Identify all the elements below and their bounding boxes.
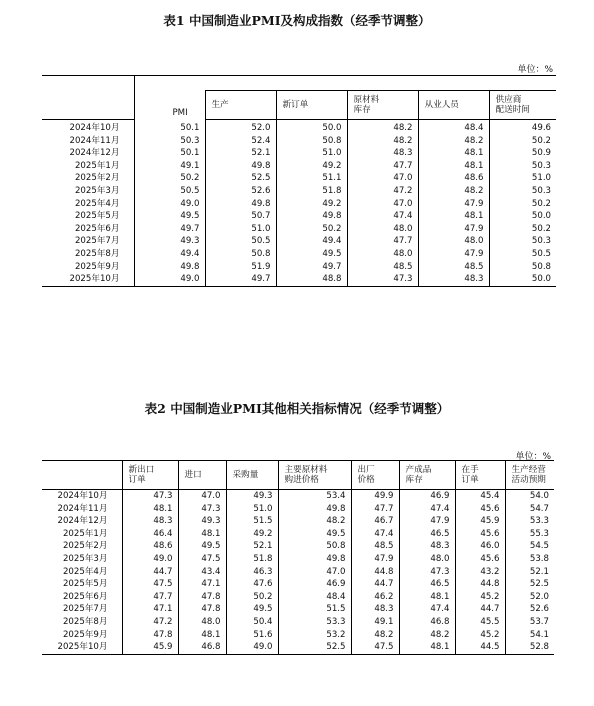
table-cell: 48.5 xyxy=(418,261,489,274)
table-cell: 51.5 xyxy=(226,515,278,528)
table-cell: 51.0 xyxy=(489,172,556,185)
table-row xyxy=(42,273,556,286)
table-cell: 47.9 xyxy=(418,223,489,236)
table2-header xyxy=(122,461,178,490)
table-cell: 49.0 xyxy=(226,641,278,654)
table-cell: 54.7 xyxy=(505,503,554,516)
table-cell: 48.1 xyxy=(122,503,178,516)
table-cell: 50.9 xyxy=(489,147,556,160)
table-cell: 47.7 xyxy=(347,235,418,248)
table-cell: 48.5 xyxy=(347,261,418,274)
table-row xyxy=(42,553,554,566)
table-cell: 48.2 xyxy=(347,120,418,135)
table-cell: 47.3 xyxy=(399,566,455,579)
table-cell: 49.8 xyxy=(205,160,276,173)
row-month-label: 2024年12月 xyxy=(69,148,120,159)
row-month-label: 2025年5月 xyxy=(74,211,120,222)
table-cell: 46.5 xyxy=(399,528,455,541)
table-cell: 52.6 xyxy=(205,185,276,198)
table-row xyxy=(42,591,554,604)
row-month-label: 2025年10月 xyxy=(57,642,108,653)
table-cell: 47.4 xyxy=(399,503,455,516)
table-cell: 47.2 xyxy=(347,185,418,198)
table-cell: 48.0 xyxy=(178,616,226,629)
row-month-label: 2025年3月 xyxy=(74,185,120,196)
row-month-label: 2025年10月 xyxy=(69,274,120,285)
table-row xyxy=(42,135,556,148)
table-cell: 49.8 xyxy=(134,261,205,274)
table-cell: 46.9 xyxy=(399,490,455,503)
table2-header xyxy=(399,461,455,490)
header-line: 出厂 价格 xyxy=(357,464,375,485)
table-cell: 47.1 xyxy=(178,578,226,591)
table-row xyxy=(42,578,554,591)
table-cell: 50.8 xyxy=(276,135,347,148)
table-cell: 53.4 xyxy=(278,490,351,503)
table-cell: 48.3 xyxy=(418,273,489,286)
row-month-label: 2024年12月 xyxy=(57,516,108,527)
table-cell: 52.8 xyxy=(505,641,554,654)
table-row xyxy=(42,235,556,248)
table2-header xyxy=(505,461,554,490)
table-cell: 45.4 xyxy=(455,490,505,503)
table-row xyxy=(42,160,556,173)
table-cell: 48.5 xyxy=(351,540,399,553)
table-row xyxy=(42,172,556,185)
table-cell: 44.5 xyxy=(455,641,505,654)
table-cell: 49.0 xyxy=(122,553,178,566)
table-cell: 52.5 xyxy=(505,578,554,591)
table-cell: 46.8 xyxy=(399,616,455,629)
table-cell: 50.3 xyxy=(489,235,556,248)
table-cell: 50.2 xyxy=(489,198,556,211)
table-cell: 54.5 xyxy=(505,540,554,553)
table-cell: 49.7 xyxy=(276,261,347,274)
header-line: 主要原材料 购进价格 xyxy=(284,464,328,485)
table-cell: 45.6 xyxy=(455,553,505,566)
row-month-label: 2025年6月 xyxy=(74,223,120,234)
table-row xyxy=(42,120,556,135)
table-cell: 47.3 xyxy=(178,503,226,516)
table-cell: 50.5 xyxy=(134,185,205,198)
row-month-label: 2024年11月 xyxy=(69,135,120,146)
table-row xyxy=(42,540,554,553)
table-cell: 44.8 xyxy=(351,566,399,579)
table-cell: 51.0 xyxy=(205,223,276,236)
table-row xyxy=(42,185,556,198)
table-cell: 54.0 xyxy=(505,490,554,503)
table-row xyxy=(42,641,554,654)
table-cell: 51.0 xyxy=(276,147,347,160)
table-cell: 50.4 xyxy=(226,616,278,629)
table-cell: 49.1 xyxy=(351,616,399,629)
table-cell: 50.3 xyxy=(489,185,556,198)
table-cell: 49.8 xyxy=(278,553,351,566)
table-cell: 49.4 xyxy=(134,248,205,261)
table2-header xyxy=(278,461,351,490)
table-cell: 47.7 xyxy=(347,160,418,173)
table-cell: 50.0 xyxy=(489,210,556,223)
table-row xyxy=(42,616,554,629)
table2-header xyxy=(226,461,278,490)
row-month-label: 2025年6月 xyxy=(62,591,108,602)
table-cell: 46.9 xyxy=(278,578,351,591)
table-cell: 46.0 xyxy=(455,540,505,553)
table-cell: 45.2 xyxy=(455,629,505,642)
table-cell: 53.8 xyxy=(505,553,554,566)
table-cell: 49.5 xyxy=(278,528,351,541)
table-row xyxy=(42,629,554,642)
header-line: 进口 xyxy=(184,469,202,480)
table-cell: 49.9 xyxy=(351,490,399,503)
table1-title: 表1 中国制造业PMI及构成指数（经季节调整） xyxy=(163,13,431,28)
table-cell: 48.1 xyxy=(418,160,489,173)
table-cell: 47.4 xyxy=(399,603,455,616)
table-cell: 50.2 xyxy=(276,223,347,236)
table-cell: 44.7 xyxy=(455,603,505,616)
table-cell: 47.0 xyxy=(178,490,226,503)
table-cell: 45.2 xyxy=(455,591,505,604)
table-cell: 45.6 xyxy=(455,528,505,541)
table-cell: 47.0 xyxy=(347,172,418,185)
table-cell: 49.0 xyxy=(134,273,205,286)
table-cell: 47.8 xyxy=(178,603,226,616)
table-cell: 45.9 xyxy=(455,515,505,528)
table-cell: 49.5 xyxy=(226,603,278,616)
header-line: 新出口 订单 xyxy=(128,464,155,485)
table-cell: 45.5 xyxy=(455,616,505,629)
row-month-label: 2025年3月 xyxy=(62,553,108,564)
table1-header-production: 生产 xyxy=(205,91,276,120)
table1-header-raw-material-inventory xyxy=(347,91,418,120)
table-cell: 50.8 xyxy=(278,540,351,553)
table-cell: 52.1 xyxy=(505,566,554,579)
table-cell: 48.0 xyxy=(347,223,418,236)
table-cell: 48.6 xyxy=(418,172,489,185)
row-month-label: 2025年8月 xyxy=(74,248,120,259)
table-row xyxy=(42,515,554,528)
table-cell: 48.3 xyxy=(399,540,455,553)
table-row xyxy=(42,210,556,223)
table-cell: 49.2 xyxy=(276,198,347,211)
table-cell: 48.0 xyxy=(399,553,455,566)
table-cell: 48.1 xyxy=(178,629,226,642)
table-cell: 49.4 xyxy=(276,235,347,248)
table-cell: 48.2 xyxy=(347,135,418,148)
table2-header xyxy=(178,461,226,490)
table-cell: 48.3 xyxy=(347,147,418,160)
table-cell: 46.3 xyxy=(226,566,278,579)
table-cell: 49.8 xyxy=(276,210,347,223)
row-month-label: 2024年11月 xyxy=(57,503,108,514)
table-cell: 47.9 xyxy=(418,248,489,261)
header-line: 生产经营 活动预期 xyxy=(511,464,546,485)
table-cell: 48.1 xyxy=(418,147,489,160)
table-cell: 52.1 xyxy=(205,147,276,160)
row-month-label: 2024年10月 xyxy=(57,491,108,501)
table-row xyxy=(42,566,554,579)
table-cell: 52.0 xyxy=(505,591,554,604)
table-row xyxy=(42,198,556,211)
row-month-label: 2025年2月 xyxy=(74,173,120,184)
table-row xyxy=(42,248,556,261)
table-cell: 48.4 xyxy=(418,120,489,135)
table-cell: 50.2 xyxy=(489,223,556,236)
table-cell: 47.6 xyxy=(226,578,278,591)
table2-corner xyxy=(42,461,122,490)
table-cell: 52.5 xyxy=(278,641,351,654)
header-line: 产成品 库存 xyxy=(405,464,432,485)
table-cell: 47.3 xyxy=(122,490,178,503)
table-cell: 55.3 xyxy=(505,528,554,541)
table2-title: 表2 中国制造业PMI其他相关指标情况（经季节调整） xyxy=(144,401,450,416)
table1-header-new-orders: 新订单 xyxy=(276,91,347,120)
table-cell: 50.2 xyxy=(489,135,556,148)
table-row xyxy=(42,603,554,616)
table-cell: 50.2 xyxy=(226,591,278,604)
table-cell: 51.5 xyxy=(278,603,351,616)
table-cell: 48.4 xyxy=(278,591,351,604)
table-cell: 50.3 xyxy=(489,160,556,173)
table-cell: 53.3 xyxy=(505,515,554,528)
table-cell: 48.2 xyxy=(351,629,399,642)
table-cell: 48.2 xyxy=(418,185,489,198)
table-cell: 48.1 xyxy=(178,528,226,541)
row-month-label: 2025年1月 xyxy=(62,528,108,539)
header-line: 供应商 配送时间 xyxy=(495,94,530,115)
table-cell: 49.8 xyxy=(278,503,351,516)
header-line: 采购量 xyxy=(232,469,259,480)
table-cell: 48.0 xyxy=(418,235,489,248)
table-cell: 51.1 xyxy=(276,172,347,185)
table-cell: 49.6 xyxy=(489,120,556,135)
table-cell: 48.3 xyxy=(122,515,178,528)
table-cell: 47.8 xyxy=(178,591,226,604)
table-cell: 50.1 xyxy=(134,120,205,135)
table-cell: 46.5 xyxy=(399,578,455,591)
table-cell: 48.2 xyxy=(278,515,351,528)
table-cell: 45.6 xyxy=(455,503,505,516)
table-cell: 48.1 xyxy=(399,641,455,654)
row-month-label: 2025年1月 xyxy=(74,160,120,171)
table1-header-employment: 从业人员 xyxy=(418,91,489,120)
table-row xyxy=(42,261,556,274)
table-cell: 47.5 xyxy=(178,553,226,566)
table-cell: 47.9 xyxy=(351,553,399,566)
row-month-label: 2025年7月 xyxy=(74,236,120,247)
table-cell: 53.7 xyxy=(505,616,554,629)
table-cell: 49.2 xyxy=(276,160,347,173)
table-cell: 49.5 xyxy=(276,248,347,261)
table-cell: 47.5 xyxy=(351,641,399,654)
table-cell: 47.4 xyxy=(351,528,399,541)
table-cell: 48.2 xyxy=(399,629,455,642)
table-cell: 49.3 xyxy=(134,235,205,248)
table-cell: 47.9 xyxy=(418,198,489,211)
table-cell: 50.3 xyxy=(134,135,205,148)
table-cell: 53.2 xyxy=(278,629,351,642)
table-cell: 49.3 xyxy=(178,515,226,528)
table-cell: 49.7 xyxy=(205,273,276,286)
table-cell: 49.0 xyxy=(134,198,205,211)
row-month-label: 2025年2月 xyxy=(62,541,108,552)
table-cell: 47.2 xyxy=(122,616,178,629)
header-line: 在手 订单 xyxy=(461,464,479,485)
table1-header-pmi: PMI xyxy=(134,76,205,120)
table-cell: 48.2 xyxy=(418,135,489,148)
table-cell: 45.9 xyxy=(122,641,178,654)
table-cell: 52.5 xyxy=(205,172,276,185)
table-cell: 49.8 xyxy=(205,198,276,211)
row-month-label: 2025年9月 xyxy=(74,261,120,272)
table-cell: 51.6 xyxy=(226,629,278,642)
table-cell: 50.2 xyxy=(134,172,205,185)
table-cell: 43.4 xyxy=(178,566,226,579)
table-cell: 49.5 xyxy=(178,540,226,553)
table-cell: 44.7 xyxy=(351,578,399,591)
table-cell: 51.9 xyxy=(205,261,276,274)
table-cell: 46.8 xyxy=(178,641,226,654)
table-row xyxy=(42,223,556,236)
table1 xyxy=(42,75,556,287)
table-row xyxy=(42,503,554,516)
table-cell: 47.7 xyxy=(122,591,178,604)
table-cell: 48.8 xyxy=(276,273,347,286)
table-cell: 50.8 xyxy=(205,248,276,261)
table-cell: 48.0 xyxy=(347,248,418,261)
table-cell: 49.7 xyxy=(134,223,205,236)
table-cell: 47.4 xyxy=(347,210,418,223)
row-month-label: 2025年9月 xyxy=(62,629,108,640)
table-cell: 47.8 xyxy=(122,629,178,642)
table-cell: 48.1 xyxy=(399,591,455,604)
table-cell: 50.7 xyxy=(205,210,276,223)
table-cell: 49.5 xyxy=(134,210,205,223)
table-cell: 47.7 xyxy=(351,503,399,516)
table-cell: 47.0 xyxy=(278,566,351,579)
table2-header xyxy=(455,461,505,490)
table-cell: 46.4 xyxy=(122,528,178,541)
row-month-label: 2024年10月 xyxy=(69,123,120,133)
table-cell: 50.5 xyxy=(489,248,556,261)
table-cell: 50.8 xyxy=(489,261,556,274)
table-cell: 49.1 xyxy=(134,160,205,173)
table-cell: 47.9 xyxy=(399,515,455,528)
table-row xyxy=(42,490,554,503)
table1-header-delivery-time xyxy=(489,91,556,120)
table-cell: 47.0 xyxy=(347,198,418,211)
table-cell: 52.4 xyxy=(205,135,276,148)
table2 xyxy=(42,460,554,655)
table-cell: 47.5 xyxy=(122,578,178,591)
table-cell: 50.5 xyxy=(205,235,276,248)
table-cell: 44.7 xyxy=(122,566,178,579)
table-cell: 46.7 xyxy=(351,515,399,528)
table2-unit: 单位：% xyxy=(515,452,551,462)
table-cell: 49.3 xyxy=(226,490,278,503)
table-row xyxy=(42,147,556,160)
row-month-label: 2025年4月 xyxy=(62,566,108,577)
table-cell: 49.2 xyxy=(226,528,278,541)
table-cell: 52.6 xyxy=(505,603,554,616)
table-cell: 48.1 xyxy=(418,210,489,223)
table-cell: 44.8 xyxy=(455,578,505,591)
table-row xyxy=(42,528,554,541)
table-cell: 50.1 xyxy=(134,147,205,160)
row-month-label: 2025年7月 xyxy=(62,604,108,615)
table-cell: 54.1 xyxy=(505,629,554,642)
table-cell: 51.0 xyxy=(226,503,278,516)
table-cell: 48.6 xyxy=(122,540,178,553)
row-month-label: 2025年8月 xyxy=(62,616,108,627)
row-month-label: 2025年5月 xyxy=(62,579,108,590)
table-cell: 51.8 xyxy=(226,553,278,566)
table-cell: 43.2 xyxy=(455,566,505,579)
table-cell: 47.3 xyxy=(347,273,418,286)
header-line: 原材料 库存 xyxy=(353,94,380,115)
table-cell: 50.0 xyxy=(276,120,347,135)
table2-header xyxy=(351,461,399,490)
table-cell: 51.8 xyxy=(276,185,347,198)
table1-unit: 单位：% xyxy=(517,65,553,75)
table1-corner xyxy=(42,76,134,91)
table-cell: 53.3 xyxy=(278,616,351,629)
table-cell: 52.0 xyxy=(205,120,276,135)
table-cell: 52.1 xyxy=(226,540,278,553)
table-cell: 50.0 xyxy=(489,273,556,286)
table-cell: 48.3 xyxy=(351,603,399,616)
table-cell: 46.2 xyxy=(351,591,399,604)
table-cell: 47.1 xyxy=(122,603,178,616)
row-month-label: 2025年4月 xyxy=(74,198,120,209)
